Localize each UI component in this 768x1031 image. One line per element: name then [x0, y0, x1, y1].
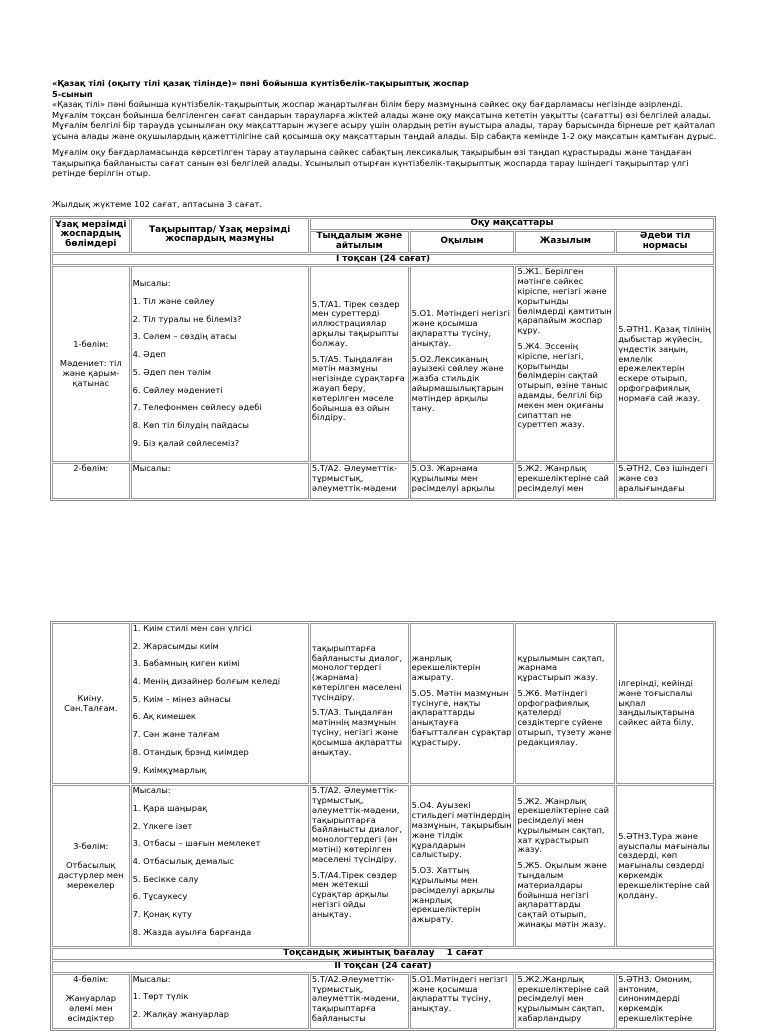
- intro-paragraph-1: «Қазақ тілі» пәні бойынша күнтізбелік-тақырыптық жоспар жаңартылған білім беру мазмұнына сәйкес оқу бағдарламасы негізінде әзірленді. Мұғалім тоқсан бойынша белгіленген сағат сандарын тарауларға жіктей алады және оқу мақсатына кететін уақытты (сағатты) өзі белгілей алады. Мұғалім белгілі бір тарауда ұсынылған оқу мақсаттарын жүзеге асыру үшін олардың ретін ауыстыра алады, тарау барысында бірнеше рет қайталап ұсына алады және оқушылардың қажеттілігіне сай қосымша оқу мақсаттарын таңдай алады. Бір сабақта кемінде 1-2 оқу мақсатын қамтыған дұрыс.: [52, 99, 717, 141]
- topic-item: 6. Сөйлеу мәдениеті: [132, 384, 223, 395]
- topic-item: 3. Сәлем – сөздің атасы: [132, 331, 237, 342]
- section-1-name: 1-бөлім: Мәдениет: тіл және қарым-қатынас: [52, 266, 130, 462]
- section-1-language-norm: 5.ӘТН1. Қазақ тілінің дыбыстар жүйесін, үндестік заңын, емлелік ережелектерін ескере отырып, орфографиялық нормаға сай жазу.: [616, 266, 714, 462]
- goal-text: 5.Т/А4.Тірек сөздер мен жетекші сұрақтар арқылы негізгі ойды анықтау.: [311, 869, 397, 919]
- section-2-listening-start: 5.Т/А2. Әлеуметтік-тұрмыстық, әлеуметтік-мәдени: [310, 463, 409, 499]
- topic-item: 7. Қонақ күту: [132, 909, 192, 919]
- document-title: «Қазақ тілі (оқыту тілі қазақ тілінде)» пәні бойынша күнтізбелік-тақырыптық жоспар: [52, 78, 469, 88]
- goal-text: 5.О5. Мәтін мазмұнын түсінуге, нақты ақпараттарды анықтауға бағытталған сұрақтар құрастыру.: [411, 687, 512, 747]
- section-2-listening: [310, 623, 409, 784]
- topic-item: 2. Жалқау жануарлар: [132, 1009, 229, 1020]
- goal-text: 5.Т/А3. Тыңдалған мәтіннің мазмұнын түсіну, негізгі және қосымша ақпаратты анықтау.: [311, 707, 402, 757]
- section-3-writing: [515, 785, 615, 947]
- goal-text: құрылымын сақтап, жарнама құрастырып жазу.: [517, 652, 605, 683]
- section-2-writing: [515, 623, 615, 784]
- section-1-writing: [515, 266, 615, 462]
- topic-item: 5. Әдеп пен тәлім: [132, 366, 211, 377]
- section-2-topics: [131, 623, 309, 784]
- section-2-name: 2-бөлім:: [52, 463, 130, 499]
- goal-text: тақырыптарға байланысты диалог, монологтердегі (жарнама) көтерілген мәселені түсіндіру.: [311, 642, 403, 702]
- goal-text: 5.Ж6. Мәтіндегі орфографиялық қателерді сөздіктерге сүйене отырып, түзету және редакциялау.: [517, 687, 612, 747]
- topic-item: 3. Бабамның киген киімі: [132, 658, 240, 669]
- topic-item: 5. Киім – мінез айнасы: [132, 693, 231, 704]
- topic-item: 4. Әдеп: [132, 349, 166, 360]
- section-3-reading: [410, 785, 515, 947]
- goal-text: 5.О1. Мәтіндегі негізгі және қосымша ақпаратты түсіну, анықтау.: [411, 308, 510, 348]
- topic-item: 9. Киімқұмарлық: [132, 764, 207, 775]
- grade-label: 5-сынып: [52, 88, 93, 99]
- document-page-2: [0, 600, 768, 1024]
- topic-item: 1. Киім стилі мен сән үлгісі: [132, 623, 252, 633]
- section-3-listening: [310, 785, 409, 947]
- topic-item: 2. Үлкеге ізет: [132, 820, 193, 831]
- topic-item: 7. Сән және талғам: [132, 729, 220, 740]
- section-2-language-norm: ілгерінді, кейінді және тоғыспалы ықпал заңдылықтарына сәйкес айта білу.: [616, 623, 714, 784]
- goal-text: 5.Т/А1. Тірек сөздер мен суреттерді иллюстрациялар арқылы тақырыпты болжау.: [311, 298, 400, 348]
- goal-text: 5.Т/А5. Тыңдалған мәтін мазмұны негізінде сұрақтарға жауап беру, көтерілген мәселе бойынша өз ойын білдіру.: [311, 353, 405, 423]
- topic-item: 6. Ақ кимешек: [132, 711, 196, 722]
- header-listening-speaking: Тыңдалым және айтылым: [310, 231, 409, 253]
- section-2-writing-start: 5.Ж2. Жанрлық ерекшеліктеріне сай ресімделуі мен: [515, 463, 615, 499]
- topic-item: 8. Жазда ауылға барғанда: [132, 926, 252, 937]
- goal-text: жанрлық ерекшеліктерін ажырату.: [411, 652, 481, 683]
- topic-item: 8. Отандық брэнд киімдер: [132, 746, 249, 757]
- page-gap: [0, 560, 768, 600]
- topic-item: 5. Бесікке салу: [132, 873, 199, 884]
- goal-text: 5.О3. Хаттың құрылымы мен рәсімделуі арқылы жанрлық ерекшеліктерін ажырату.: [411, 865, 495, 925]
- section-3-language-norm: 5.ӘТН3.Тура және ауыспалы мағыналы сөздерді, көп мағыналы сөздерді көркемдік ерекшеліктеріне сай қолдану.: [616, 785, 714, 947]
- quarter-2-title: II тоқсан (24 сағат): [52, 961, 714, 973]
- topic-item: 2. Тіл туралы не білеміз?: [132, 313, 242, 324]
- section-4-language-norm: 5.ӘТН3. Омоним, антоним, синонимдерді көркемдік ерекшеліктеріне: [616, 974, 714, 1029]
- topic-item: 1. Төрт түлік: [132, 991, 189, 1002]
- topic-item: 6. Тұсаукесу: [132, 891, 188, 902]
- plan-table-part-2: [50, 621, 716, 1031]
- plan-table-part-1: [50, 216, 716, 501]
- section-3-topics: [131, 785, 309, 947]
- goal-text: 5.Ж4. Эссенің кіріспе, негізгі, қорытынды бөлімдерін сақтай отырып, өзіне таныс адамды, белгілі бір мекен мен оқиғаны сипаттап не суреттеп жазу.: [517, 340, 608, 430]
- topic-item: 1. Тіл және сөйлеу: [132, 296, 215, 307]
- goal-text: 5.Ж1. Берілген мәтінге сәйкес кіріспе, негізгі және қорытынды бөлімдерді қамтитын қарапайым жоспар құру.: [517, 266, 612, 336]
- example-label: Мысалы:: [132, 278, 171, 289]
- section-2-reading: [410, 623, 515, 784]
- topic-item: 4. Менің дизайнер болғым келеді: [132, 676, 281, 687]
- intro-block: [52, 78, 717, 185]
- goal-text: 5.Ж5. Оқылым және тыңдалым материалдары бойынша негізгі ақпараттарды сақтай отырып, жинақы мәтін жазу.: [517, 860, 607, 930]
- header-language-norm: Әдеби тіл нормасы: [616, 231, 714, 253]
- goal-text: 5.О4. Ауызекі стильдегі мәтіндердің мазмұнын, тақырыбын және тілдік құралдарын салыстыру.: [411, 800, 512, 860]
- section-4-topics: [131, 974, 309, 1029]
- header-topics: Тақырыптар/ Ұзақ мерзімді жоспардың мазмұны: [131, 218, 309, 253]
- section-2-subtitle: Киіну. Сән.Талғам.: [52, 623, 130, 784]
- topic-item: 8. Көп тіл білудің пайдасы: [132, 419, 249, 430]
- section-2-example: Мысалы:: [131, 463, 309, 499]
- header-long-term-sections: Ұзақ мерзімді жоспардың бөлімдері: [52, 218, 130, 253]
- section-4-reading: 5.О1.Мәтіндегі негізгі және қосымша ақпаратты түсіну, анықтау.: [410, 974, 515, 1029]
- section-4-writing: 5.Ж2.Жанрлық ерекшеліктеріне сай ресімделуі мен құрылымын сақтап, хабарландыру: [515, 974, 615, 1029]
- header-writing: Жазылым: [515, 231, 615, 253]
- annual-load: Жылдық жүктеме 102 сағат, аптасына 3 сағат.: [52, 199, 262, 209]
- goal-text: 5.О2.Лексиканың ауызекі сөйлеу және жазба стильдік айырмашылықтарын мәтіндер арқылы тану.: [411, 353, 504, 413]
- header-learning-goals: Оқу мақсаттары: [310, 218, 714, 230]
- section-3-name: 3-бөлім: Отбасылық дәстүрлер мен мерекелер: [52, 785, 130, 947]
- topic-item: 1. Қара шаңырақ: [132, 802, 208, 813]
- section-1-listening: [310, 266, 409, 462]
- example-label: Мысалы:: [132, 973, 171, 984]
- topic-item: 7. Телефонмен сөйлесу әдебі: [132, 402, 262, 413]
- quarter-summary-row: Тоқсандық жиынтық бағалау 1 сағат: [52, 948, 714, 960]
- goal-text: 5.Ж2. Жанрлық ерекшеліктеріне сай ресімделуі мен құрылымын сақтап, хат құрастырып жазу.: [517, 795, 609, 855]
- quarter-1-title: I тоқсан (24 сағат): [52, 254, 714, 266]
- example-label: Мысалы:: [132, 785, 171, 796]
- section-4-listening: 5.Т/А2.Әлеуметтік-тұрмыстық, әлеуметтік-мәдени, тақырыптарға байланысты: [310, 974, 409, 1029]
- section-1-topics: [131, 266, 309, 462]
- topic-item: 9. Біз қалай сөйлесеміз?: [132, 437, 240, 448]
- section-2-reading-start: 5.О3. Жарнама құрылымы мен рәсімделуі арқылы: [410, 463, 515, 499]
- section-1-reading: [410, 266, 515, 462]
- topic-item: 2. Жарасымды киім: [132, 640, 219, 651]
- section-2-language-start: 5.ӘТН2. Сөз ішіндегі және сөз аралығындағы: [616, 463, 714, 499]
- goal-text: 5.Т/А2. Әлеуметтік-тұрмыстық, әлеуметтік-мәдени, тақырыптарға байланысты диалог, монологтердегі (ән мәтіні) көтерілген мәселені түсіндіру.: [311, 785, 403, 864]
- topic-item: 3. Отбасы – шағын мемлекет: [132, 838, 261, 849]
- section-4-name: 4-бөлім: Жануарлар әлемі мен өсімдіктер: [52, 974, 130, 1029]
- header-reading: Оқылым: [410, 231, 515, 253]
- intro-paragraph-2: Мұғалім оқу бағдарламасында көрсетілген тарау атауларына сәйкес сабақтың лексикалық тақырыбын өзі таңдап құрастырады және таңдаған тақырыпқа байланысты сағат санын өзі белгілей алады. Ұсынылып отырған күнтізбелік-тақырыптық жоспарда тарау ішіндегі тақырыптар үлгі ретінде берілгін отыр.: [52, 147, 692, 178]
- topic-item: 4. Отбасылық демалыс: [132, 855, 234, 866]
